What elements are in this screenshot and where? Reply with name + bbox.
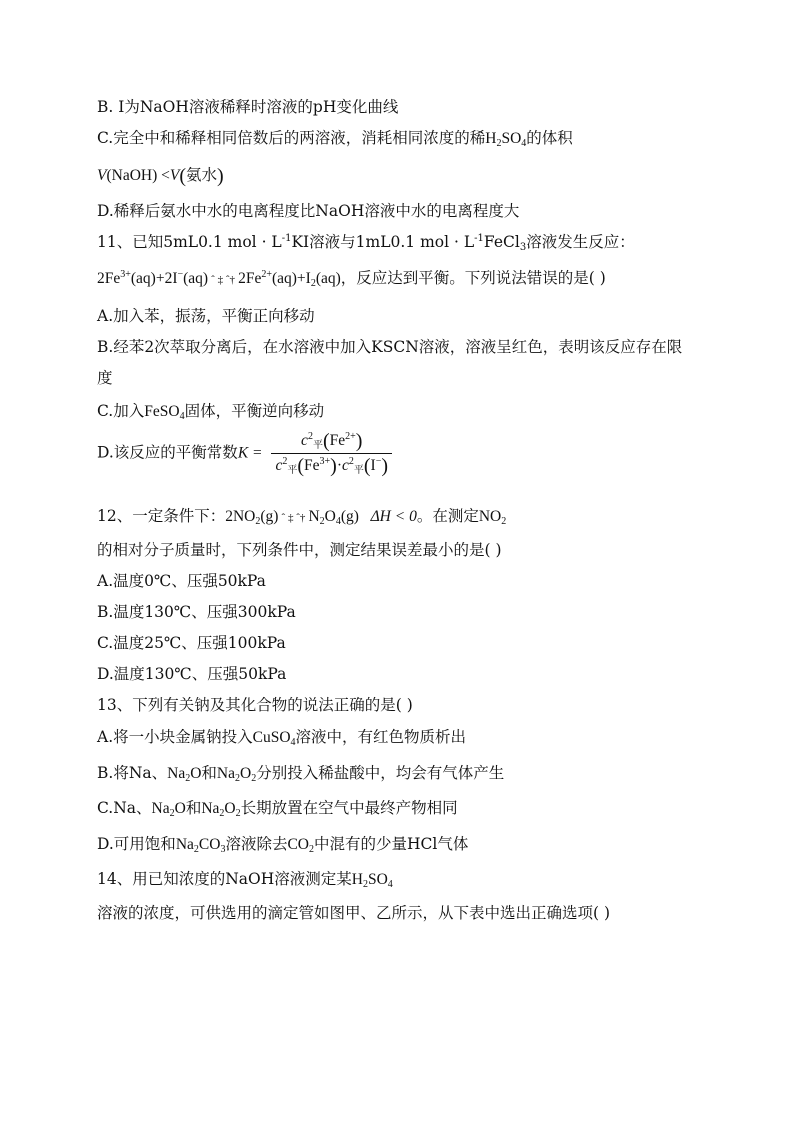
q12-option-b: B.温度130℃、压强300kPa — [97, 603, 296, 621]
q11-option-a: A.加入苯，振荡，平衡正向移动 — [97, 307, 315, 325]
q13-option-b: B.将Na、$Na_2O$和$Na_2O_2$分别投入稀盐酸中，均会有气体产生 — [97, 764, 505, 784]
q13-option-c: C.Na、$Na_2O$和$Na_2O_2$长期放置在空气中最终产物相同 — [97, 799, 458, 819]
q10-option-b: B. Ⅰ为NaOH溶液稀释时溶液的pH变化曲线 — [97, 98, 399, 116]
q12-option-c: C.温度25℃、压强100kPa — [97, 634, 286, 652]
q10-option-d: D.稀释后氨水中水的电离程度比NaOH溶液中水的电离程度大 — [97, 202, 520, 220]
q11-option-d: D.该反应的平衡常数K = $\frac{c^2_平(Fe^{2+})}{c^2_平(Fe^{3+})\cdot c^2_平(I^-)}$ — [97, 432, 392, 475]
q12-stem-cont: 的相对分子质量时，下列条件中，测定结果误差最小的是( ) — [97, 541, 502, 559]
q12-option-a: A.温度0℃、压强50kPa — [97, 572, 266, 590]
q12-stem: 12、一定条件下：$2NO_2(g)$ ˆ ‡ ˆ† $N_2O_4(g) \Delta H < 0$。在测定$NO_2$ — [97, 507, 507, 527]
q12-option-d: D.温度130℃、压强50kPa — [97, 665, 287, 683]
q11-equation: $2Fe^{3+}(aq)+2I^-(aq)$ ˆ ‡ ˆ† $2Fe^{2+}(aq)+I_2(aq)$，反应达到平衡。下列说法错误的是( ) — [97, 269, 606, 289]
q11-option-b: B.经苯2次萃取分离后，在水溶液中加入KSCN溶液，溶液呈红色，表明该反应存在限 — [97, 338, 683, 356]
q13-option-a: A.将一小块金属钠投入CuSO$_4$溶液中，有红色物质析出 — [97, 728, 467, 748]
q11-option-c: C.加入FeSO$_4$固体，平衡逆向移动 — [97, 402, 325, 422]
q14-stem-cont: 溶液的浓度，可供选用的滴定管如图甲、乙所示，从下表中选出正确选项( ) — [97, 904, 611, 922]
q13-stem: 13、下列有关钠及其化合物的说法正确的是( ) — [97, 696, 413, 714]
q14-stem: 14、用已知浓度的NaOH溶液测定某$H_2SO_4$ — [97, 870, 393, 890]
q10-option-c: C.完全中和稀释相同倍数后的两溶液，消耗相同浓度的稀$H_2SO_4$的体积 — [97, 129, 573, 149]
equilibrium-constant-fraction: $\frac{c^2_平(Fe^{2+})}{c^2_平(Fe^{3+})\cdot c^2_平(I^-)}$ — [271, 432, 392, 475]
q11-option-b-cont: 度 — [97, 369, 113, 387]
q11-stem: 11、已知5mL0.1 mol · $L^{-1}KI$溶液与1mL0.1 mol · $L^{-1}FeCl_3$溶液发生反应： — [97, 233, 635, 253]
q13-option-d: D.可用饱和$Na_2CO_3$溶液除去$CO_2$中混有的少量HCl气体 — [97, 835, 469, 855]
q10-option-c-formula: V(NaOH) <V(氨水) — [97, 165, 224, 187]
